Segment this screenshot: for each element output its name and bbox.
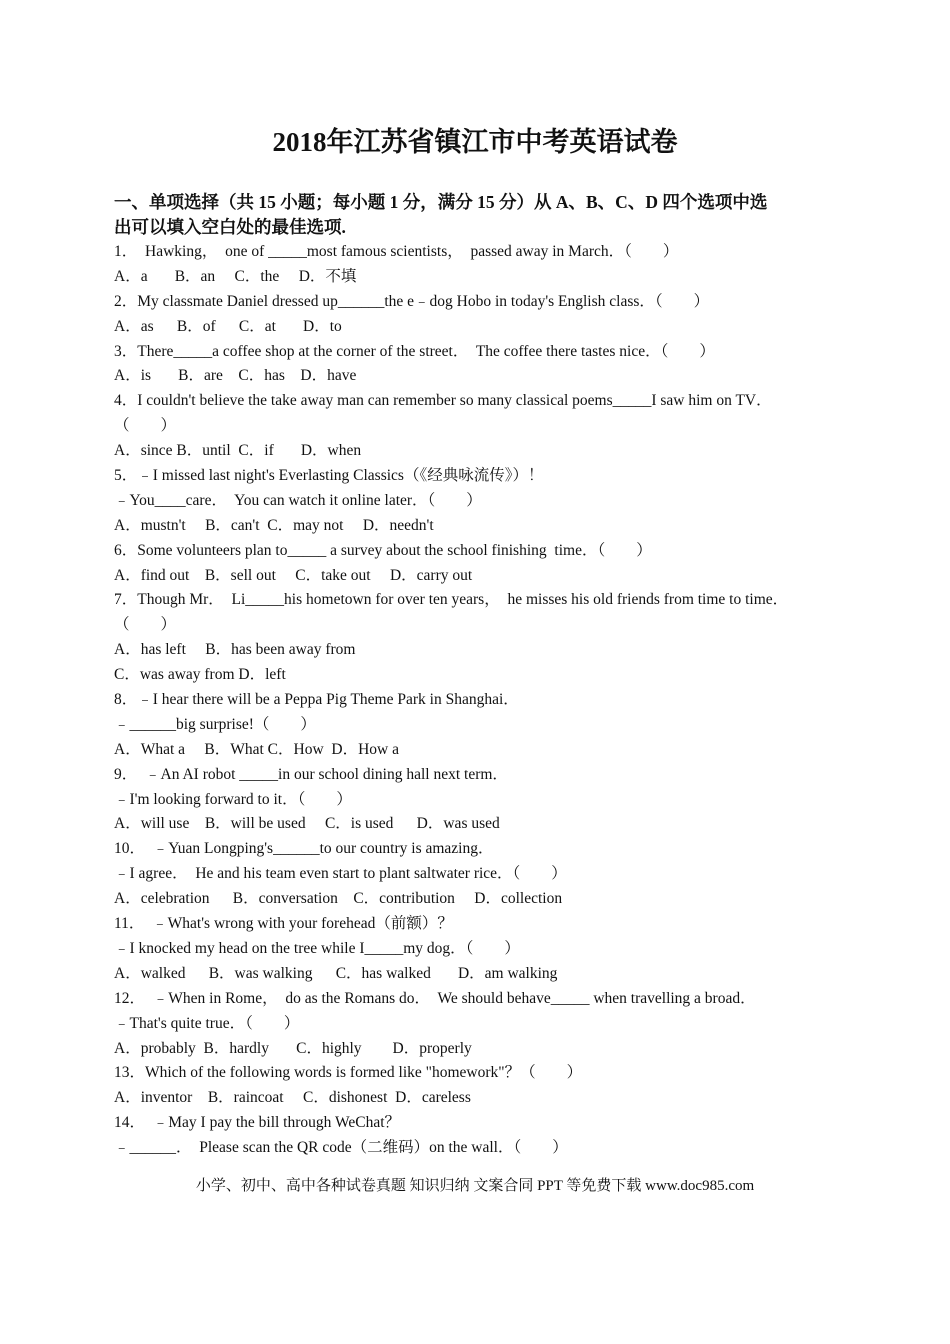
text-line: 5．﹣I missed last night's Everlasting Classics（《经典咏流传》）！ bbox=[114, 467, 544, 485]
text-line: 11． ﹣What's wrong with your forehead（前额）？ bbox=[114, 915, 453, 933]
page-footer: 小学、初中、高中各种试卷真题 知识归纳 文案合同 PPT 等免费下载 www.doc985.com bbox=[195, 1178, 755, 1194]
text-line: A．a B．an C．the D．不填 bbox=[114, 267, 357, 285]
text-line: ﹣______． Please scan the QR code（二维码）on the wall．（ ） bbox=[114, 1139, 568, 1157]
text-line: 2．My classmate Daniel dressed up______the e﹣dog Hobo in today's English class．（ ） bbox=[114, 292, 710, 310]
page-title: 2018年江苏省镇江市中考英语试卷 bbox=[272, 127, 678, 157]
text-line: A．What a B．What C．How D．How a bbox=[114, 740, 399, 758]
text-line: （ ） bbox=[114, 417, 177, 435]
text-line: A．probably B．hardly C．highly D．properly bbox=[114, 1039, 472, 1057]
text-line: 1． Hawking， one of _____most famous scientists， passed away in March．（ ） bbox=[114, 243, 679, 260]
text-line: A．mustn't B．can't C．may not D．needn't bbox=[114, 516, 434, 534]
text-line: A．walked B．was walking C．has walked D．am walking bbox=[114, 964, 558, 982]
text-line: A．find out B．sell out C．take out D．carry out bbox=[114, 566, 473, 584]
text-line: ﹣I knocked my head on the tree while I_____my dog．（ ） bbox=[114, 939, 520, 957]
text-line: A．is B．are C．has D．have bbox=[114, 367, 357, 385]
text-line: ﹣That's quite true．（ ） bbox=[114, 1014, 300, 1032]
text-line: 12． ﹣When in Rome， do as the Romans do． We should behave_____ when travelling a broad． bbox=[114, 989, 756, 1007]
text-line: ﹣I agree． He and his team even start to plant saltwater rice．（ ） bbox=[114, 865, 567, 883]
section-heading bbox=[114, 190, 844, 240]
text-line: 3．There_____a coffee shop at the corner of the street． The coffee there tastes nice．（ ） bbox=[114, 342, 715, 360]
text-line: ﹣______big surprise!（ ） bbox=[114, 715, 316, 733]
text-line: 4．I couldn't believe the take away man can remember so many classical poems_____I saw him on TV． bbox=[114, 392, 772, 410]
text-line: ﹣I'm looking forward to it．（ ） bbox=[114, 790, 352, 808]
text-line: 8．﹣I hear there will be a Peppa Pig Theme Park in Shanghai． bbox=[114, 691, 519, 709]
text-line: 9． ﹣An AI robot _____in our school dining hall next term． bbox=[114, 765, 508, 783]
text-line: ﹣You____care． You can watch it online later．（ ） bbox=[114, 491, 482, 509]
text-line: A．as B．of C．at D．to bbox=[114, 317, 342, 335]
text-line: A．has left B．has been away from bbox=[114, 641, 356, 659]
text-line: A．celebration B．conversation C．contribution D．collection bbox=[114, 890, 563, 908]
text-line: 14． ﹣May I pay the bill through WeChat？ bbox=[114, 1114, 401, 1132]
text-line: 13．Which of the following words is formed like "homework"？（ ） bbox=[114, 1064, 583, 1082]
text-line: 10． ﹣Yuan Longping's______to our country is amazing． bbox=[114, 840, 494, 858]
text-line: A．will use B．will be used C．is used D．was used bbox=[114, 815, 500, 833]
text-line: （ ） bbox=[114, 616, 177, 634]
text-line: A．since B．until C．if D．when bbox=[114, 442, 362, 460]
text-line: C．was away from D．left bbox=[114, 666, 286, 684]
text-line: A．inventor B．raincoat C．dishonest D．careless bbox=[114, 1089, 471, 1107]
text-line: 7．Though Mr． Li_____his hometown for over ten years， he misses his old friends from time to time． bbox=[114, 591, 789, 609]
question-list bbox=[114, 240, 844, 1161]
text-line: 6．Some volunteers plan to_____ a survey about the school finishing time．（ ） bbox=[114, 541, 652, 559]
section-heading-line-1: 一、单项选择（共 15 小题；每小题 1 分，满分 15 分）从 A、B、C、D 四个选项中选 bbox=[114, 192, 768, 212]
section-heading-line-2: 出可以填入空白处的最佳选项. bbox=[114, 217, 346, 237]
